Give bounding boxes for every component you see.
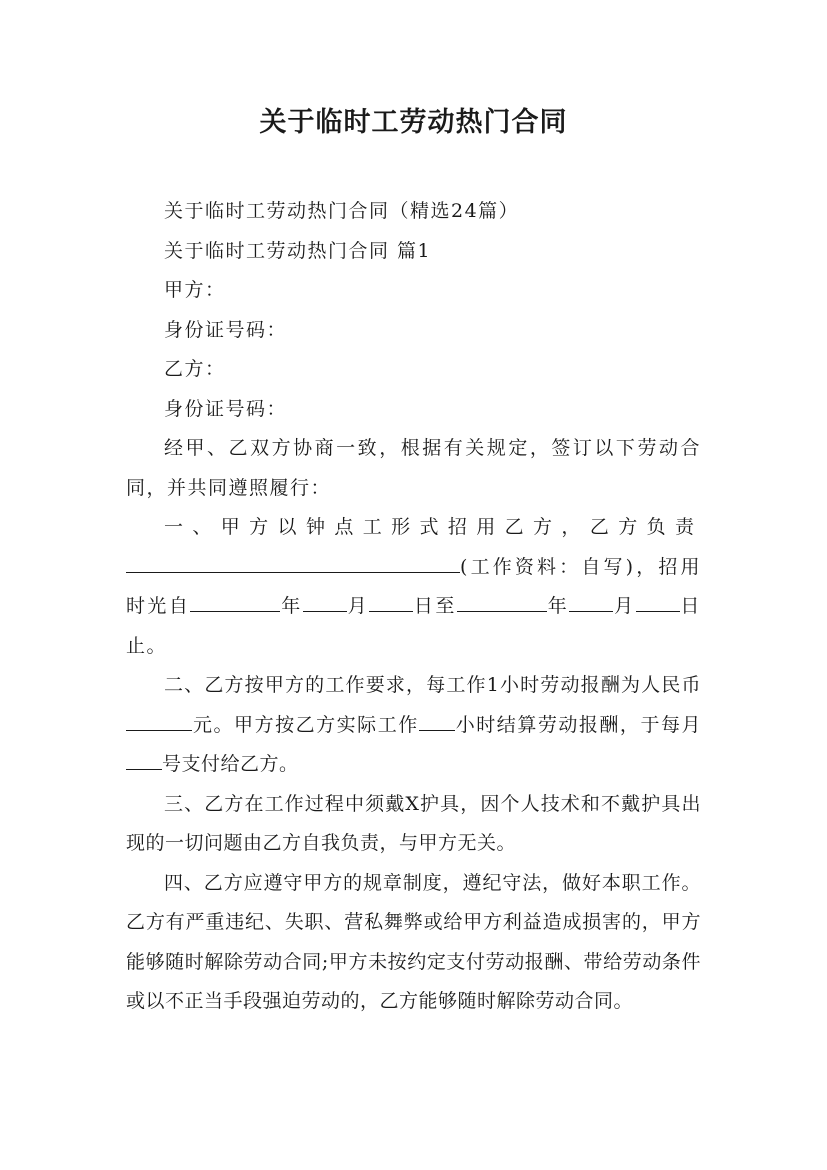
hourly-wage-blank	[126, 708, 192, 731]
start-month-blank	[303, 589, 347, 612]
end-day-blank	[636, 589, 680, 612]
clause-3: 三、乙方在工作过程中须戴X护具，因个人技术和不戴护具出现的一切问题由乙方自我负责，与甲方无关。	[126, 792, 701, 854]
party-a-id-label: 身份证号码：	[164, 318, 288, 341]
end-day-label: 日止。	[126, 595, 701, 657]
paragraph-agreement-intro: 经甲、乙双方协商一致，根据有关规定，签订以下劳动合同，并共同遵照履行：	[126, 437, 701, 499]
end-year-label: 年	[546, 595, 570, 617]
clause-2-text-c: 小时结算劳动报酬，于每月	[454, 713, 701, 736]
party-a-label: 甲方：	[164, 279, 226, 301]
clause-2-text-a: 二、乙方按甲方的工作要求，每工作1小时劳动报酬为人民币	[164, 674, 701, 696]
clause-2	[126, 666, 701, 785]
start-month-label: 月	[346, 595, 369, 617]
paragraph-subtitle: 关于临时工劳动热门合同（精选24篇）	[164, 200, 520, 222]
clause-2-text-d: 号支付给乙方。	[162, 753, 299, 775]
party-b-id-label: 身份证号码：	[164, 397, 288, 420]
pay-day-blank	[126, 747, 162, 770]
start-year-label: 年	[280, 595, 303, 617]
end-year-blank	[457, 589, 547, 612]
work-content-blank	[126, 550, 460, 573]
start-year-blank	[190, 589, 280, 612]
document-title: 关于临时工劳动热门合同	[259, 107, 568, 138]
hours-blank	[419, 708, 455, 731]
start-day-blank	[369, 589, 413, 612]
document-body	[126, 192, 701, 1022]
clause-1	[126, 508, 701, 666]
end-month-label: 月	[613, 595, 636, 617]
clause-2-text-b: 元。甲方按乙方实际工作	[192, 713, 419, 736]
clause-1-text-b: (工作资料：自写)，招用时光自	[126, 555, 701, 617]
party-b-label: 乙方：	[164, 358, 226, 380]
clause-4: 四、乙方应遵守甲方的规章制度，遵纪守法，做好本职工作。乙方有严重违纪、失职、营私舞弊或给甲方利益造成损害的，甲方能够随时解除劳动合同;甲方未按约定支付劳动报酬、带给劳动条件或以不正当手段强迫劳动的，乙方能够随时解除劳动合同。	[126, 871, 701, 1012]
paragraph-section-heading: 关于临时工劳动热门合同 篇1	[164, 239, 432, 262]
start-day-label: 日至	[413, 595, 457, 617]
end-month-blank	[569, 589, 613, 612]
clause-1-text-a: 一、甲方以钟点工形式招用乙方，乙方负责	[164, 516, 701, 538]
